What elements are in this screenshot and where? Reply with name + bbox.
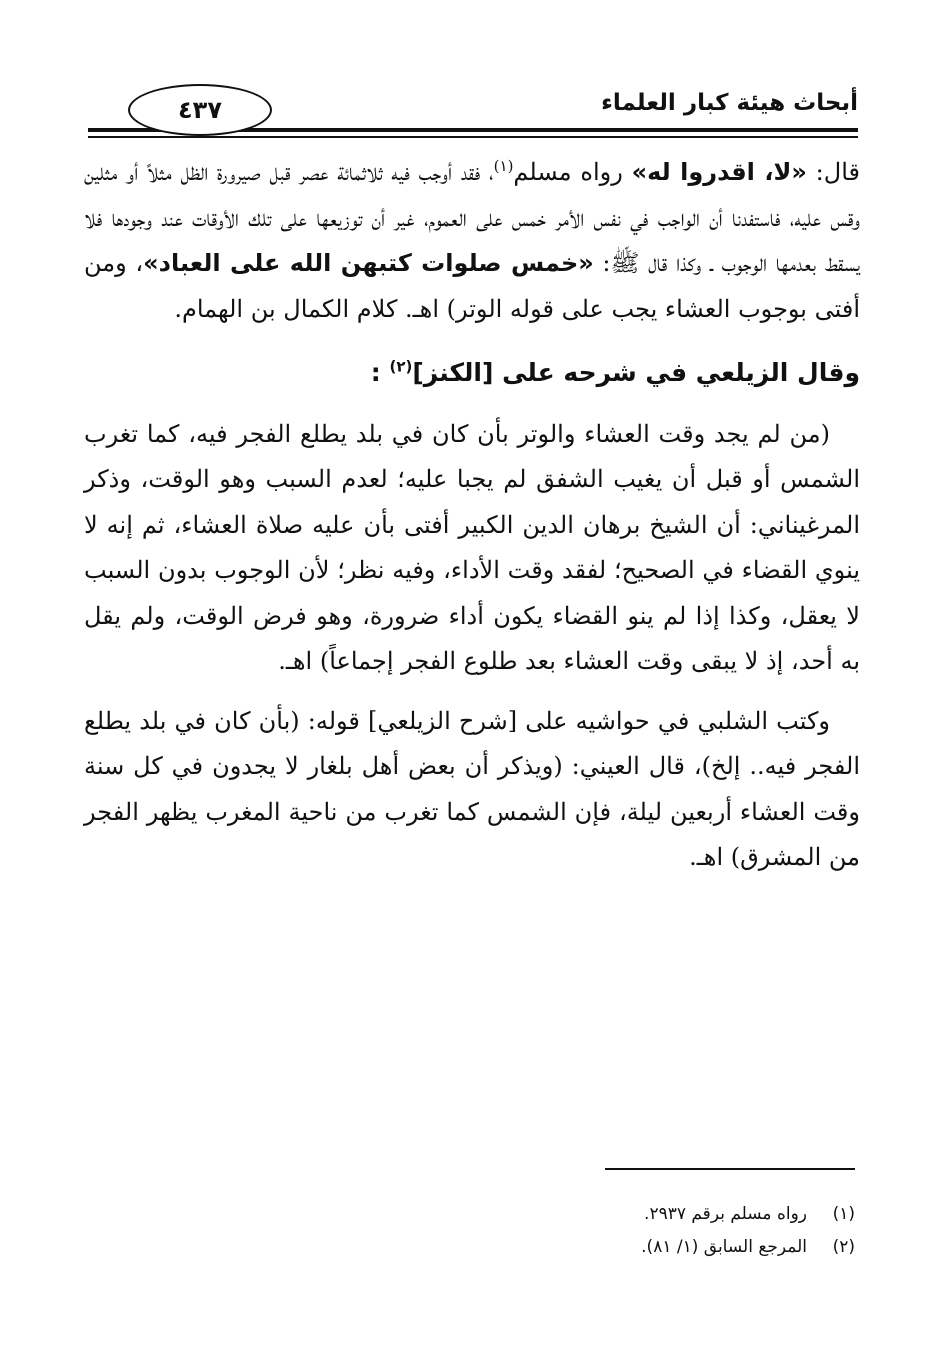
main-text: [84, 150, 860, 881]
footnote-2: [79, 1231, 855, 1264]
footnote-text: رواه مسلم برقم ٢٩٣٧.: [644, 1204, 807, 1224]
text-run: رواه مسلم: [513, 158, 632, 186]
text-run: قال:: [806, 158, 860, 186]
running-title: أبحاث هيئة كبار العلماء: [601, 90, 858, 116]
footnote-1: [79, 1198, 855, 1231]
heading-text: وقال الزيلعي في شرحه على [الكنز]: [412, 358, 860, 387]
hadith-quote: «خمس صلوات كتبهن الله على العباد»: [143, 249, 594, 277]
section-heading: [84, 350, 860, 396]
footnote-number: (١): [832, 1204, 855, 1224]
footnote-ref-1: (١): [493, 157, 514, 175]
footnote-number: (٢): [832, 1237, 855, 1257]
header-rule-thin: [88, 136, 858, 138]
footnote-ref-2: (٢): [389, 357, 413, 376]
paragraph-2: (من لم يجد وقت العشاء والوتر بأن كان في بلد يطلع الفجر فيه، كما تغرب الشمس أو قبل أن يغيب الشفق لم يجبا عليه؛ لعدم السبب وهو الوقت، وذكر المرغيناني: أن الشيخ برهان الدين الكبير أفتى بأن عليه صلاة العشاء، ثم إنه لا ينوي القضاء في الصحيح؛ لفقد وقت الأداء، وفيه نظر؛ لأن الوجوب بدون السبب لا يعقل، وكذا إذا لم ينو القضاء يكون أداء ضرورة، وهو فرض الوقت، ولم يقل به أحد، إذ لا يبقى وقت العشاء بعد طلوع الفجر إجماعاً) اهـ.: [84, 419, 860, 675]
hadith-quote: «لا، اقدروا له»: [631, 158, 807, 186]
paragraph-3: وكتب الشلبي في حواشيه على [شرح الزيلعي] قوله: (بأن كان في بلد يطلع الفجر فيه.. إلخ)، قال العيني: (ويذكر أن بعض أهل بلغار لا يجدون في كل سنة وقت العشاء أربعين ليلة، فإن الشمس كما تغرب من ناحية المغرب يظهر الفجر من المشرق) اهـ.: [84, 706, 860, 871]
text-run: ، فقد أوجب فيه ثلاثمائة عصر قبل صيرورة الظل مثلاً أو مثلين وقس عليه، فاستفدنا أن الواجب في نفس الأمر خمس على العموم، غير أن توزيعها على تلك الأوقات عند وجودها فلا يسقط بعدمها الوجوب ـ وكذا قال ﷺ:: [84, 158, 861, 277]
page-number: ٤٣٧: [128, 84, 272, 136]
heading-colon: :: [370, 358, 381, 387]
page-header: [88, 84, 858, 134]
footnote-text: المرجع السابق (١/ ٨١).: [641, 1237, 807, 1257]
paragraph-1: [84, 150, 860, 332]
footnote-rule: [605, 1168, 855, 1170]
footnotes: [79, 1198, 855, 1264]
text-run: ، ومن أفتى بوجوب العشاء يجب على قوله الوتر) اهـ. كلام الكمال بن الهمام.: [84, 249, 860, 323]
